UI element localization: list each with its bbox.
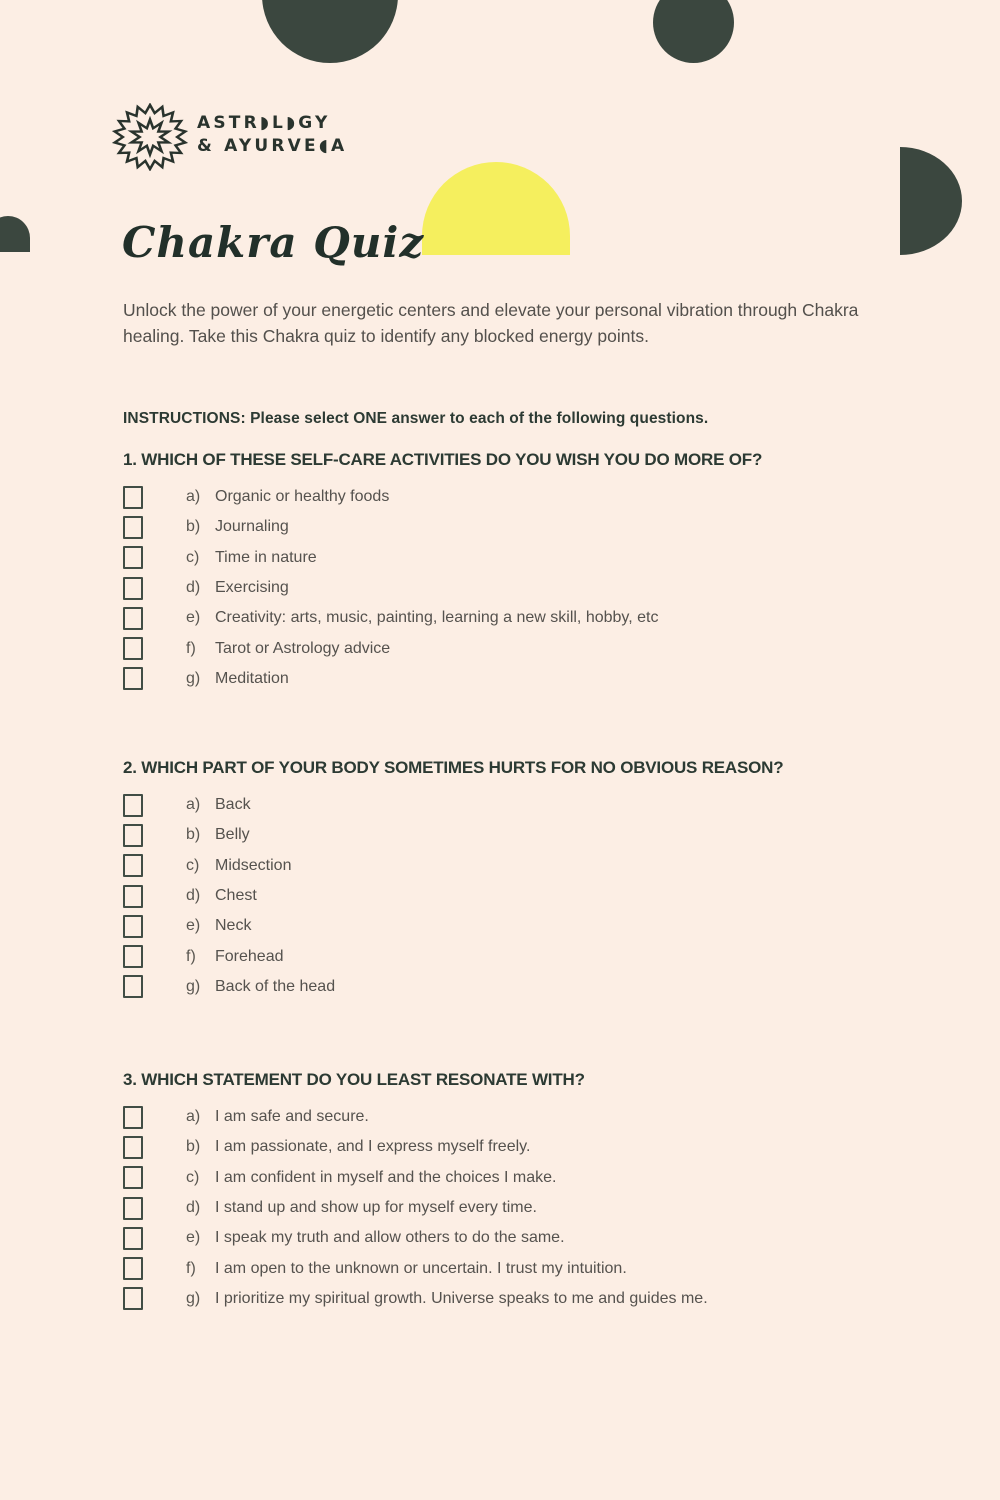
logo-wordmark xyxy=(197,112,347,158)
answer-checkbox[interactable] xyxy=(123,607,143,630)
logo-line-2: & AYURVE◖A xyxy=(197,136,348,156)
option-row xyxy=(123,820,933,850)
option-row xyxy=(123,482,933,512)
answer-checkbox[interactable] xyxy=(123,1227,143,1250)
option-row xyxy=(123,512,933,542)
answer-checkbox[interactable] xyxy=(123,1166,143,1189)
answer-checkbox[interactable] xyxy=(123,854,143,877)
option-row xyxy=(123,1284,933,1314)
dome-decoration-left xyxy=(0,216,30,252)
option-letter: d) xyxy=(186,887,201,905)
option-row xyxy=(123,941,933,971)
answer-checkbox[interactable] xyxy=(123,667,143,690)
option-label: I prioritize my spiritual growth. Universe speaks to me and guides me. xyxy=(215,1289,708,1307)
option-label: Back of the head xyxy=(215,977,336,995)
answer-checkbox[interactable] xyxy=(123,824,143,847)
option-label: I am safe and secure. xyxy=(215,1108,369,1126)
instructions-text: INSTRUCTIONS: Please select ONE answer to each of the following questions. xyxy=(123,410,709,427)
option-row xyxy=(123,1102,933,1132)
option-row xyxy=(123,851,933,881)
option-label: I am open to the unknown or uncertain. I trust my intuition. xyxy=(215,1259,627,1277)
option-letter: c) xyxy=(186,856,200,874)
logo-line-1: ASTR◗L◗GY xyxy=(197,113,331,133)
option-letter: c) xyxy=(186,548,200,566)
option-label: Belly xyxy=(215,826,250,844)
question-3 xyxy=(123,1070,933,1314)
question-2-heading: 2. WHICH PART OF YOUR BODY SOMETIMES HURTS FOR NO OBVIOUS REASON? xyxy=(123,758,784,777)
option-label: Forehead xyxy=(215,947,284,965)
quiz-description: Unlock the power of your energetic centers and elevate your personal vibration through Chakra healing. Take this Chakra quiz to identify any blocked energy points. xyxy=(123,300,859,346)
option-letter: d) xyxy=(186,1199,201,1217)
option-row xyxy=(123,573,933,603)
option-row xyxy=(123,790,933,820)
option-letter: f) xyxy=(186,639,196,657)
option-label: I stand up and show up for myself every time. xyxy=(215,1199,537,1217)
answer-checkbox[interactable] xyxy=(123,1106,143,1129)
option-letter: g) xyxy=(186,669,201,687)
question-1-heading: 1. WHICH OF THESE SELF-CARE ACTIVITIES DO YOU WISH YOU DO MORE OF? xyxy=(123,450,763,469)
question-1-options xyxy=(123,482,933,694)
answer-checkbox[interactable] xyxy=(123,975,143,998)
answer-checkbox[interactable] xyxy=(123,794,143,817)
answer-checkbox[interactable] xyxy=(123,1136,143,1159)
option-letter: b) xyxy=(186,1138,201,1156)
option-letter: f) xyxy=(186,1259,196,1277)
option-row xyxy=(123,1253,933,1283)
option-letter: a) xyxy=(186,488,201,506)
option-row xyxy=(123,1193,933,1223)
option-row xyxy=(123,911,933,941)
option-letter: b) xyxy=(186,826,201,844)
option-row xyxy=(123,633,933,663)
answer-checkbox[interactable] xyxy=(123,637,143,660)
option-letter: f) xyxy=(186,947,196,965)
option-letter: e) xyxy=(186,1229,201,1247)
option-row xyxy=(123,603,933,633)
option-letter: a) xyxy=(186,1108,201,1126)
option-letter: e) xyxy=(186,609,201,627)
option-row xyxy=(123,972,933,1002)
answer-checkbox[interactable] xyxy=(123,1257,143,1280)
question-2-options xyxy=(123,790,933,1002)
option-letter: g) xyxy=(186,1289,201,1307)
answer-checkbox[interactable] xyxy=(123,1197,143,1220)
option-label: Journaling xyxy=(215,518,289,536)
option-letter: d) xyxy=(186,579,201,597)
answer-checkbox[interactable] xyxy=(123,915,143,938)
option-row xyxy=(123,1223,933,1253)
answer-checkbox[interactable] xyxy=(123,577,143,600)
option-letter: e) xyxy=(186,917,201,935)
page-title: Chakra Quiz xyxy=(122,218,425,267)
answer-checkbox[interactable] xyxy=(123,885,143,908)
option-letter: g) xyxy=(186,977,201,995)
yellow-dome-decoration xyxy=(422,162,570,255)
option-row xyxy=(123,543,933,573)
answer-checkbox[interactable] xyxy=(123,945,143,968)
option-label: Chest xyxy=(215,887,257,905)
option-label: Tarot or Astrology advice xyxy=(215,639,391,657)
option-letter: c) xyxy=(186,1168,200,1186)
circle-decoration-top-left xyxy=(262,0,398,63)
question-3-options xyxy=(123,1102,933,1314)
answer-checkbox[interactable] xyxy=(123,486,143,509)
answer-checkbox[interactable] xyxy=(123,516,143,539)
option-label: Back xyxy=(215,796,251,814)
option-label: I am confident in myself and the choices I make. xyxy=(215,1168,557,1186)
option-row xyxy=(123,664,933,694)
answer-checkbox[interactable] xyxy=(123,1287,143,1310)
option-letter: b) xyxy=(186,518,201,536)
option-letter: a) xyxy=(186,796,201,814)
half-disc-decoration-right xyxy=(900,147,962,255)
question-1 xyxy=(123,450,933,694)
circle-decoration-top-right xyxy=(653,0,734,63)
option-label: Neck xyxy=(215,917,252,935)
option-label: Exercising xyxy=(215,579,289,597)
option-label: Time in nature xyxy=(215,548,317,566)
option-row xyxy=(123,1163,933,1193)
sunburst-icon xyxy=(112,103,188,171)
answer-checkbox[interactable] xyxy=(123,546,143,569)
option-row xyxy=(123,1132,933,1162)
option-row xyxy=(123,881,933,911)
option-label: Creativity: arts, music, painting, learning a new skill, hobby, etc xyxy=(215,609,659,627)
option-label: Midsection xyxy=(215,856,292,874)
option-label: I speak my truth and allow others to do the same. xyxy=(215,1229,565,1247)
option-label: Organic or healthy foods xyxy=(215,488,390,506)
option-label: I am passionate, and I express myself freely. xyxy=(215,1138,531,1156)
question-2 xyxy=(123,758,933,1002)
option-label: Meditation xyxy=(215,669,289,687)
question-3-heading: 3. WHICH STATEMENT DO YOU LEAST RESONATE WITH? xyxy=(123,1070,585,1089)
